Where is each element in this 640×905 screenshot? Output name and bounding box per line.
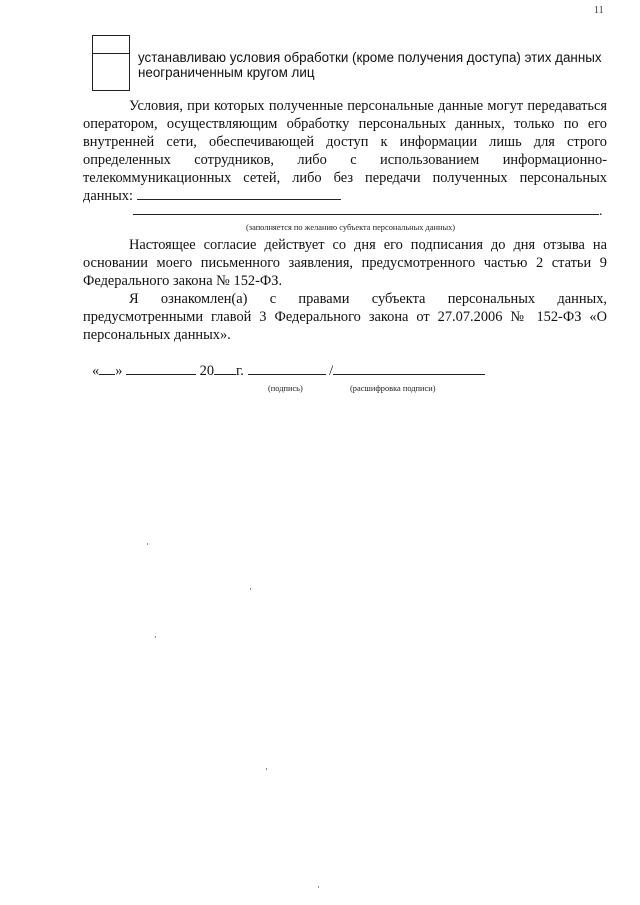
decoding-caption: (расшифровка подписи) [350, 384, 436, 393]
quote-open: « [92, 363, 100, 379]
scan-dot [250, 588, 251, 590]
checkbox-divider [93, 53, 129, 54]
signature-caption: (подпись) [268, 384, 303, 393]
scan-dot [266, 768, 267, 770]
decoding-blank[interactable] [333, 362, 485, 375]
conditions-full-blank-line[interactable] [133, 204, 599, 215]
scan-dot [155, 636, 156, 638]
conditions-second-line [133, 204, 609, 219]
line-end-period: . [599, 204, 603, 219]
signature-blank[interactable] [248, 362, 326, 375]
option-unlimited-circle: устанавливаю условия обработки (кроме получения доступа) этих данных неограниченным кругом лиц [138, 50, 602, 80]
month-blank[interactable] [126, 362, 196, 375]
conditions-caption: (заполняется по желанию субъекта персональных данных) [246, 223, 456, 232]
year-suffix: г. [236, 363, 244, 379]
validity-text: Настоящее согласие действует со дня его подписания до дня отзыва на основании моего письменного заявления, предусмотренного частью 2 статьи 9 Федерального закона № 152-ФЗ. [83, 237, 607, 289]
year-prefix: 20 [199, 363, 215, 379]
day-blank[interactable] [99, 362, 115, 375]
checkbox-stack [92, 35, 130, 91]
year-blank[interactable] [214, 362, 236, 375]
scan-dot [147, 543, 148, 545]
conditions-text: Условия, при которых полученные персональные данные могут передаваться оператором, осуществляющим обработку персональных данных, только по его внутренней сети, обеспечивающей доступ к информации лишь для строго определенных сотрудников, либо с использованием информационно-телекоммуникационных сетей, либо без передачи полученных персональных данных: [83, 98, 607, 204]
conditions-blank-line[interactable] [137, 187, 341, 200]
validity-paragraph [83, 236, 607, 290]
acknowledgment-text: Я ознакомлен(а) с правами субъекта персональных данных, предусмотренными главой 3 Федерального закона от 27.07.2006 № 152-ФЗ «О персональных данных». [83, 291, 607, 343]
conditions-paragraph [83, 97, 607, 205]
signature-row [92, 362, 522, 380]
scan-dot [318, 886, 319, 888]
quote-close: » [115, 363, 123, 379]
acknowledgment-paragraph [83, 290, 607, 344]
page-number: 11 [594, 5, 604, 16]
signature-separator: / [329, 363, 334, 379]
